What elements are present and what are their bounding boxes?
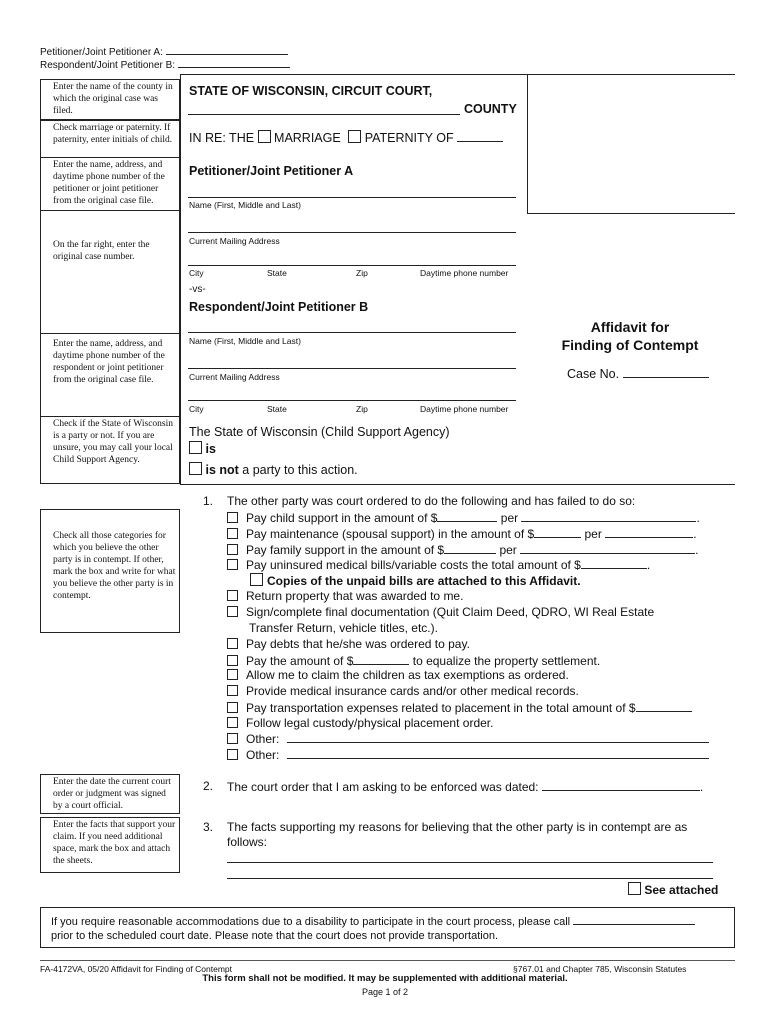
petitioner-address-field[interactable] bbox=[188, 232, 516, 233]
respondent-header-label: Respondent/Joint Petitioner B: bbox=[40, 60, 176, 71]
side-note-case-number bbox=[40, 210, 180, 334]
respondent-name-label: Name (First, Middle and Last) bbox=[189, 336, 301, 346]
maintenance-amount-field[interactable] bbox=[534, 526, 581, 538]
see-attached-checkbox[interactable] bbox=[628, 882, 641, 895]
family-support-amount-field[interactable] bbox=[444, 542, 496, 554]
copies-attached-checkbox[interactable] bbox=[250, 573, 263, 586]
caption-divider-bottom bbox=[527, 213, 735, 214]
return-property-label: Return property that was awarded to me. bbox=[246, 589, 464, 603]
petitioner-header-field[interactable] bbox=[166, 44, 288, 55]
court-title: STATE OF WISCONSIN, CIRCUIT COURT, bbox=[189, 84, 433, 98]
copies-attached-label: Copies of the unpaid bills are attached to this Affidavit. bbox=[267, 574, 581, 588]
other-2-field[interactable] bbox=[287, 747, 709, 759]
side-note-petitioner bbox=[40, 157, 180, 211]
footer-notice: This form shall not be modified. It may be supplemented with additional material. bbox=[202, 973, 568, 984]
maintenance-per: per bbox=[581, 527, 606, 541]
item-copies-attached bbox=[250, 573, 581, 588]
facts-line-2[interactable] bbox=[227, 878, 713, 879]
pay-amount-checkbox[interactable] bbox=[227, 655, 238, 666]
doc-title-line1: Affidavit for bbox=[590, 319, 670, 335]
accommodation-line2: prior to the scheduled court date. Please note that the court does not provide transportation. bbox=[51, 930, 499, 942]
section2-number: 2. bbox=[203, 779, 214, 793]
side-note-categories-text: Check all those categories for which you believe the other party is in contempt. If other, mark the box and write for what you believe the other party is in contempt. bbox=[53, 531, 176, 601]
accommodation-phone-field[interactable] bbox=[573, 914, 695, 925]
petitioner-city-label: City bbox=[189, 268, 204, 278]
footer-rule bbox=[40, 960, 735, 961]
section3-text-1: The facts supporting my reasons for believing that the other party is in contempt are as bbox=[227, 820, 688, 834]
side-note-marriage-text: Check marriage or paternity. If paternity, enter initials of child. bbox=[53, 123, 173, 145]
state-is-not-rest: a party to this action. bbox=[238, 463, 358, 477]
sign-docs-checkbox[interactable] bbox=[227, 606, 238, 617]
section1-number: 1. bbox=[203, 494, 214, 508]
side-note-county-text: Enter the name of the county in which the original case was filed. bbox=[53, 82, 173, 116]
petitioner-phone-label: Daytime phone number bbox=[420, 268, 509, 278]
accommodation-line1-text: If you require reasonable accommodations due to a disability to participate in the court process, please call bbox=[51, 916, 571, 928]
paternity-label: PATERNITY OF bbox=[364, 131, 454, 145]
side-note-case-number-text: On the far right, enter the original case number. bbox=[53, 240, 150, 262]
side-note-order-date-text: Enter the date the current court order or judgment was signed by a court official. bbox=[53, 777, 171, 811]
pay-amount-label: Pay the amount of $ bbox=[246, 654, 354, 668]
caption-divider-rule bbox=[527, 74, 528, 214]
doc-title bbox=[530, 318, 730, 354]
respondent-city-label: City bbox=[189, 404, 204, 414]
footer-form-id: FA-4172VA, 05/20 Affidavit for Finding of Contempt bbox=[40, 964, 232, 974]
family-support-checkbox[interactable] bbox=[227, 544, 238, 555]
county-label: COUNTY bbox=[464, 102, 517, 116]
petitioner-header-label: Petitioner/Joint Petitioner A: bbox=[40, 47, 163, 58]
respondent-address-field[interactable] bbox=[188, 368, 516, 369]
item-return-property bbox=[227, 589, 463, 603]
state-is-not-label: is not bbox=[205, 463, 239, 477]
marriage-checkbox[interactable] bbox=[258, 130, 271, 143]
return-property-checkbox[interactable] bbox=[227, 590, 238, 601]
see-attached-row bbox=[628, 882, 718, 897]
respondent-state-label: State bbox=[267, 404, 287, 414]
state-is-not-checkbox[interactable] bbox=[189, 462, 202, 475]
item-medical-cards bbox=[227, 684, 579, 698]
petitioner-name-label: Name (First, Middle and Last) bbox=[189, 200, 301, 210]
petitioner-heading: Petitioner/Joint Petitioner A bbox=[189, 164, 354, 178]
petitioner-mailing-label: Current Mailing Address bbox=[189, 236, 280, 246]
family-support-label: Pay family support in the amount of $ bbox=[246, 543, 445, 557]
item-pay-debts bbox=[227, 637, 470, 651]
other-1-label: Other: bbox=[246, 732, 280, 746]
side-note-petitioner-text: Enter the name, address, and daytime phone number of the petitioner or joint petitioner from the original case file. bbox=[53, 160, 165, 206]
respondent-heading: Respondent/Joint Petitioner B bbox=[189, 300, 369, 314]
tax-exemptions-label: Allow me to claim the children as tax exemptions as ordered. bbox=[246, 668, 569, 682]
doc-title-line2: Finding of Contempt bbox=[561, 337, 699, 353]
caption-left-rule bbox=[180, 74, 181, 484]
item-tax-exemptions bbox=[227, 668, 569, 682]
see-attached-label: See attached bbox=[644, 883, 719, 897]
child-support-checkbox[interactable] bbox=[227, 512, 238, 523]
side-note-facts-text: Enter the facts that support your claim. If you need additional space, mark the box and attach the sheets. bbox=[53, 820, 176, 866]
child-support-label: Pay child support in the amount of $ bbox=[246, 511, 438, 525]
respondent-mailing-label: Current Mailing Address bbox=[189, 372, 280, 382]
other-2-label: Other: bbox=[246, 748, 280, 762]
respondent-city-field[interactable] bbox=[188, 400, 516, 401]
in-re-row bbox=[189, 130, 503, 145]
custody-checkbox[interactable] bbox=[227, 717, 238, 728]
item-maintenance: Pay maintenance (spousal support) in the amount of $ per . bbox=[227, 526, 697, 541]
state-agency-label: The State of Wisconsin (Child Support Agency) bbox=[189, 425, 450, 439]
side-note-facts bbox=[40, 817, 180, 873]
order-date-field[interactable] bbox=[542, 779, 700, 791]
side-note-state-text: Check if the State of Wisconsin is a party or not. If you are unsure, you may call your local Child Support Agency. bbox=[53, 419, 174, 465]
transportation-label: Pay transportation expenses related to placement in the total amount of $ bbox=[246, 701, 636, 715]
child-support-period-field[interactable] bbox=[521, 510, 696, 522]
item-pay-amount bbox=[227, 653, 600, 668]
respondent-header-field[interactable] bbox=[178, 57, 290, 68]
pay-amount-field[interactable] bbox=[353, 653, 409, 665]
side-note-state bbox=[40, 416, 180, 484]
medical-bills-amount-field[interactable] bbox=[581, 557, 647, 569]
state-is-not-row bbox=[189, 462, 358, 477]
side-note-respondent-text: Enter the name, address, and daytime phone number of the respondent or joint petitioner from the original case file. bbox=[53, 339, 165, 385]
facts-line-1[interactable] bbox=[227, 862, 713, 863]
transportation-checkbox[interactable] bbox=[227, 702, 238, 713]
child-support-amount-field[interactable] bbox=[437, 510, 497, 522]
case-no-row bbox=[567, 366, 709, 381]
state-is-label: is bbox=[205, 442, 216, 456]
accommodation-line1 bbox=[51, 914, 695, 929]
item-custody bbox=[227, 716, 493, 730]
other-2-checkbox[interactable] bbox=[227, 749, 238, 760]
maintenance-period-field[interactable] bbox=[605, 526, 693, 538]
petitioner-city-field[interactable] bbox=[188, 265, 516, 266]
child-support-per: per bbox=[497, 511, 522, 525]
family-support-period-field[interactable] bbox=[520, 542, 695, 554]
item-transportation bbox=[227, 700, 692, 715]
caption-bottom-rule bbox=[180, 484, 735, 485]
transportation-amount-field[interactable] bbox=[636, 700, 692, 712]
section1-intro: The other party was court ordered to do the following and has failed to do so: bbox=[227, 494, 636, 508]
state-is-row bbox=[189, 441, 216, 456]
case-no-label: Case No. bbox=[567, 367, 620, 381]
item-other-2 bbox=[227, 747, 709, 762]
in-re-label: IN RE: THE bbox=[189, 131, 255, 145]
maintenance-label: Pay maintenance (spousal support) in the amount of $ bbox=[246, 527, 535, 541]
side-note-marriage bbox=[40, 120, 180, 158]
tax-exemptions-checkbox[interactable] bbox=[227, 669, 238, 680]
medical-cards-checkbox[interactable] bbox=[227, 685, 238, 696]
item-medical-bills: Pay uninsured medical bills/variable costs the total amount of $ . bbox=[227, 557, 650, 572]
footer-page: Page 1 of 2 bbox=[361, 987, 409, 997]
respondent-name-field[interactable] bbox=[188, 332, 516, 333]
pay-debts-label: Pay debts that he/she was ordered to pay. bbox=[246, 637, 470, 651]
caption-top-rule bbox=[180, 74, 735, 75]
petitioner-zip-label: Zip bbox=[356, 268, 368, 278]
respondent-zip-label: Zip bbox=[356, 404, 368, 414]
item-child-support: Pay child support in the amount of $ per . bbox=[227, 510, 700, 525]
side-note-county bbox=[40, 79, 180, 120]
petitioner-name-field[interactable] bbox=[188, 197, 516, 198]
pay-amount-rest: to equalize the property settlement. bbox=[409, 654, 601, 668]
section2-text: The court order that I am asking to be enforced was dated: bbox=[227, 780, 539, 794]
sign-docs-label-2: Transfer Return, vehicle titles, etc.). bbox=[249, 621, 438, 635]
respondent-header bbox=[40, 57, 290, 72]
family-support-per: per bbox=[496, 543, 521, 557]
other-1-checkbox[interactable] bbox=[227, 733, 238, 744]
accommodation-box bbox=[40, 907, 735, 948]
section2-row: The court order that I am asking to be enforced was dated: . bbox=[227, 780, 704, 794]
paternity-checkbox[interactable] bbox=[348, 130, 361, 143]
footer-statutes: §767.01 and Chapter 785, Wisconsin Statutes bbox=[513, 964, 687, 974]
medical-cards-label: Provide medical insurance cards and/or other medical records. bbox=[246, 684, 579, 698]
maintenance-checkbox[interactable] bbox=[227, 528, 238, 539]
respondent-phone-label: Daytime phone number bbox=[420, 404, 509, 414]
marriage-label: MARRIAGE bbox=[274, 131, 341, 145]
state-is-checkbox[interactable] bbox=[189, 441, 202, 454]
item-other-1 bbox=[227, 731, 709, 746]
pay-debts-checkbox[interactable] bbox=[227, 638, 238, 649]
side-note-categories bbox=[40, 509, 180, 633]
child-initials-field[interactable] bbox=[457, 130, 503, 142]
item-sign-docs bbox=[227, 605, 654, 619]
case-no-field[interactable] bbox=[623, 366, 709, 378]
other-1-field[interactable] bbox=[287, 731, 709, 743]
section3-text-2: follows: bbox=[227, 835, 268, 849]
item-family-support: Pay family support in the amount of $ per . bbox=[227, 542, 698, 557]
side-note-respondent bbox=[40, 333, 180, 417]
section3-number: 3. bbox=[203, 820, 214, 834]
vs-label: -vs- bbox=[189, 284, 206, 295]
sign-docs-label-1: Sign/complete final documentation (Quit Claim Deed, QDRO, WI Real Estate bbox=[246, 605, 655, 619]
medical-bills-label: Pay uninsured medical bills/variable costs the total amount of $ bbox=[246, 558, 581, 572]
petitioner-state-label: State bbox=[267, 268, 287, 278]
custody-label: Follow legal custody/physical placement order. bbox=[246, 716, 494, 730]
side-note-order-date bbox=[40, 774, 180, 814]
medical-bills-checkbox[interactable] bbox=[227, 559, 238, 570]
county-field[interactable] bbox=[188, 114, 460, 115]
